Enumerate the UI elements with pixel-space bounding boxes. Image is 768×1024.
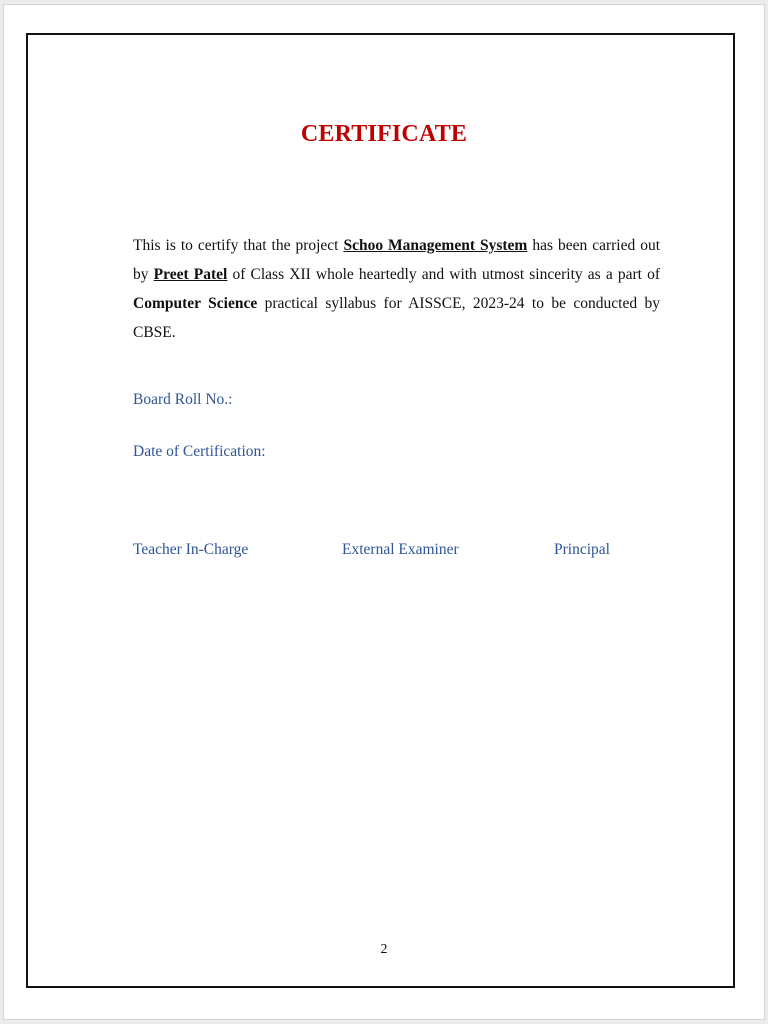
project-name: Schoo Management System [343,237,528,254]
page-number: 2 [380,942,388,957]
certificate-body [133,231,660,347]
teacher-in-charge-label: Teacher In-Charge [133,541,249,558]
external-examiner-label: External Examiner [342,541,459,558]
body-after-student: of Class XII whole heartedly and with utmost sincerity as a part of [227,266,661,283]
page-border [26,33,735,988]
body-closing: practical syllabus for AISSCE, 2023-24 to be conducted by CBSE. [133,295,660,341]
date-of-certification-label: Date of Certification: [133,443,266,460]
principal-label: Principal [554,541,610,558]
body-after-project: has been carried out by [133,237,660,283]
certificate-title: CERTIFICATE [300,121,468,147]
student-name: Preet Patel [153,266,228,283]
subject-name: Computer Science [133,295,258,312]
body-intro: This is to certify that the project [133,237,344,254]
board-roll-label: Board Roll No.: [133,391,233,408]
